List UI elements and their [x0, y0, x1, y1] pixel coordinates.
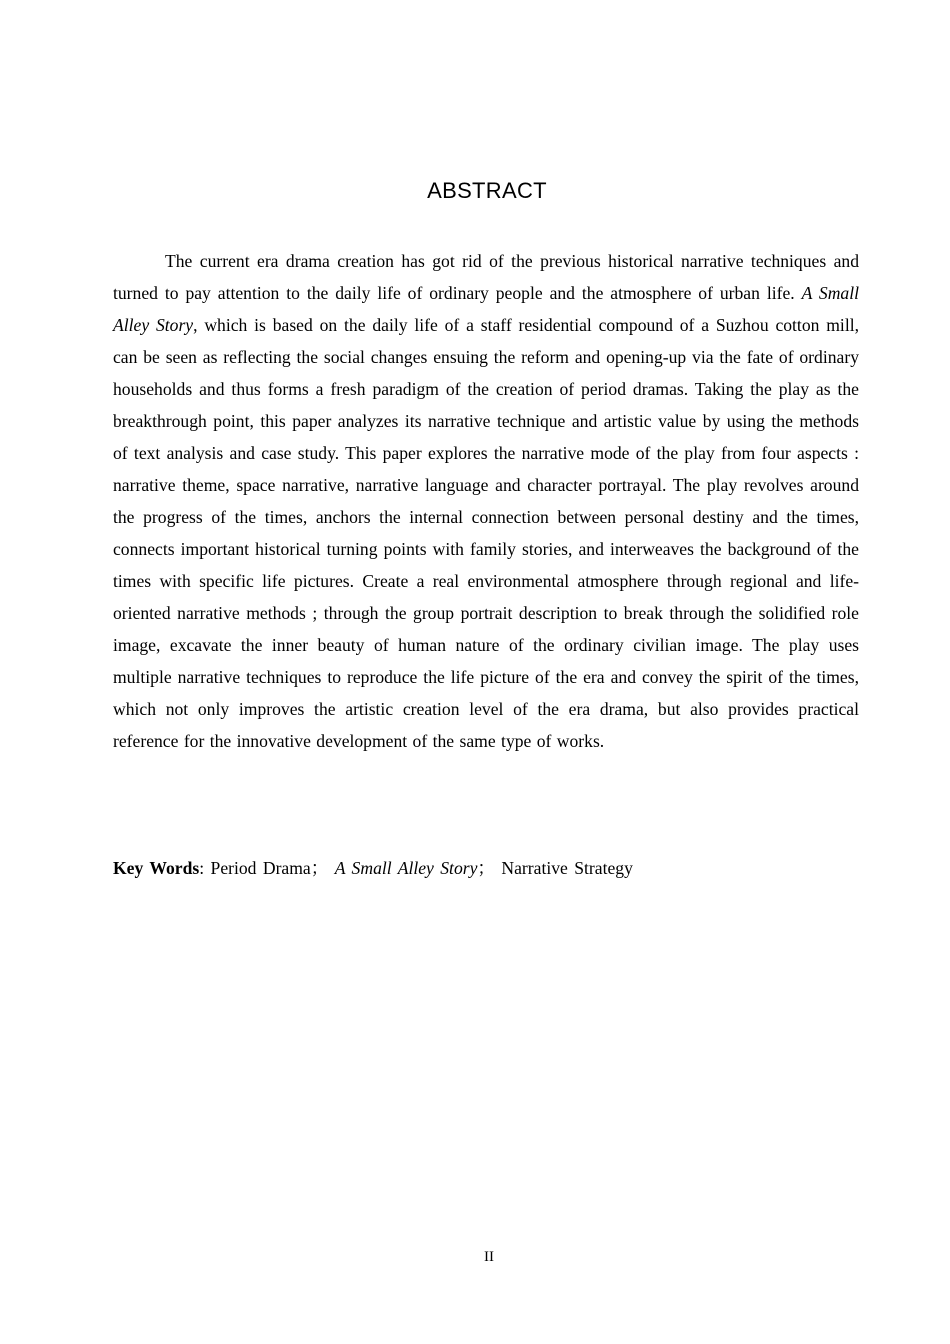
- abstract-text-part1: The current era drama creation has got rid of the previous historical narrative techniques and turned to pay attention to the daily life of ordinary people and the atmosphere of urban life.: [113, 251, 859, 303]
- abstract-text-part2: , which is based on the daily life of a staff residential compound of a Suzhou cotton mill, can be seen as reflecting the social changes ensuing the reform and opening-up via the fate of ordinary households and thus forms a fresh paradigm of the creation of period dramas. Taking the play as the breakthrough point, this paper analyzes its narrative technique and artistic value by using the methods of text analysis and case study. This paper explores the narrative mode of the play from four aspects : narrative theme, space narrative, narrative language and character portrayal. The play revolves around the progress of the times, anchors the internal connection between personal destiny and the times, connects important historical turning points with family stories, and interweaves the background of the times with specific life pictures. Create a real environmental atmosphere through regional and life-oriented narrative methods ; through the group portrait description to break through the solidified role image, excavate the inner beauty of human nature of the ordinary civilian image. The play uses multiple narrative techniques to reproduce the life picture of the era and convey the spirit of the times, which not only improves the artistic creation level of the era drama, but also provides practical reference for the innovative development of the same type of works.: [113, 315, 859, 751]
- keyword-narrative-strategy: Narrative Strategy: [501, 858, 633, 878]
- keyword-small-alley-story: A Small Alley Story: [334, 858, 478, 878]
- keywords-label: Key Words: [113, 858, 200, 878]
- keywords-line: [113, 852, 859, 884]
- keyword-delimiter: ；: [310, 858, 335, 878]
- abstract-work-title: A Small Alley Story: [113, 283, 860, 335]
- keyword-period-drama: Period Drama: [210, 858, 311, 878]
- abstract-title: ABSTRACT: [427, 178, 547, 203]
- abstract-body: [113, 245, 859, 757]
- keywords-separator: :: [199, 858, 211, 878]
- keyword-delimiter: ；: [477, 858, 502, 878]
- page-number: II: [484, 1249, 494, 1265]
